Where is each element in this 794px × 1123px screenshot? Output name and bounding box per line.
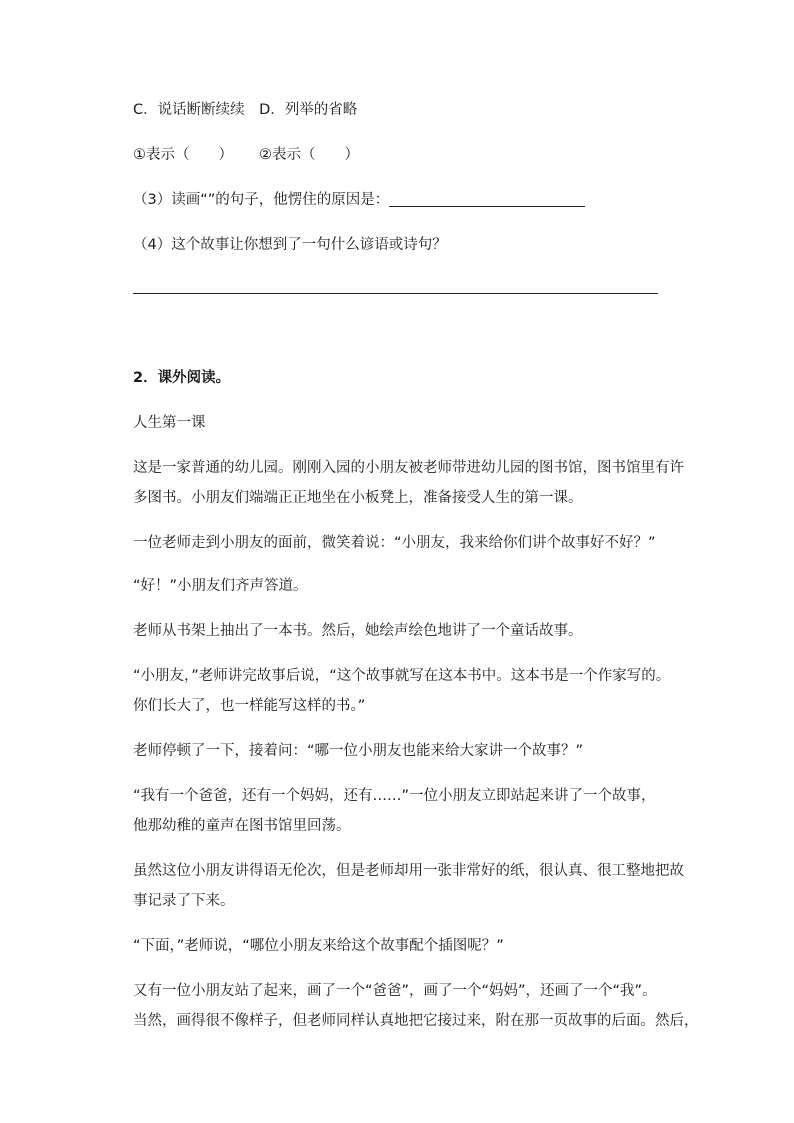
- passage-line: “小朋友，”老师讲完故事后说，“这个故事就写在这本书中。这本书是一个作家写的。: [133, 668, 671, 684]
- question-4-line: （4）这个故事让你想到了一句什么谚语或诗句？: [133, 237, 447, 253]
- passage-line: “我有一个爸爸，还有一个妈妈，还有……”一位小朋友立即站起来讲了一个故事，: [133, 788, 656, 804]
- passage-line: 虽然这位小朋友讲得语无伦次，但是老师却用一张非常好的纸，很认真、很工整地把故: [133, 863, 684, 879]
- passage-line: “好！”小朋友们齐声答道。: [133, 578, 308, 594]
- passage-line: 老师停顿了一下，接着问：“哪一位小朋友也能来给大家讲一个故事？”: [133, 743, 584, 759]
- passage-line: 老师从书架上抽出了一本书。然后，她绘声绘色地讲了一个童话故事。: [133, 623, 583, 639]
- passage-line: 你们长大了，也一样能写这样的书。”: [133, 698, 366, 714]
- passage-line: “下面，”老师说，“哪位小朋友来给这个故事配个插图呢？”: [133, 938, 504, 954]
- passage-line: 一位老师走到小朋友的面前，微笑着说：“小朋友，我来给你们讲个故事好不好？”: [133, 535, 656, 551]
- question-3-line: [133, 190, 585, 210]
- passage-line: 他那幼稚的童声在图书馆里回荡。: [133, 818, 351, 834]
- q4-answer-rule[interactable]: [133, 293, 658, 294]
- options-line: C．说话断断续续 D．列举的省略: [133, 102, 358, 118]
- passage-title: 人生第一课: [133, 415, 206, 431]
- passage-line: 事记录了下来。: [133, 893, 235, 909]
- q2-part1: ①表示（ ）: [133, 147, 233, 163]
- q2-part2: ②表示（ ）: [259, 147, 359, 163]
- passage-line: 又有一位小朋友站了起来，画了一个“爸爸”，画了一个“妈妈”，还画了一个“我”。: [133, 983, 657, 999]
- passage-line: 当然，画得很不像样子，但老师同样认真地把它接过来，附在那一页故事的后面。然后，: [133, 1013, 699, 1029]
- q3-text: （3）读画“”的句子，他愣住的原因是：: [133, 192, 390, 208]
- passage-line: 多图书。小朋友们端端正正地坐在小板凳上，准备接受人生的第一课。: [133, 490, 583, 506]
- q3-answer-blank[interactable]: [389, 205, 585, 207]
- question-2-line: [133, 145, 359, 165]
- passage-line: 这是一家普通的幼儿园。刚刚入园的小朋友被老师带进幼儿园的图书馆，图书馆里有许: [133, 460, 684, 476]
- section-heading: 2．课外阅读。: [133, 370, 231, 386]
